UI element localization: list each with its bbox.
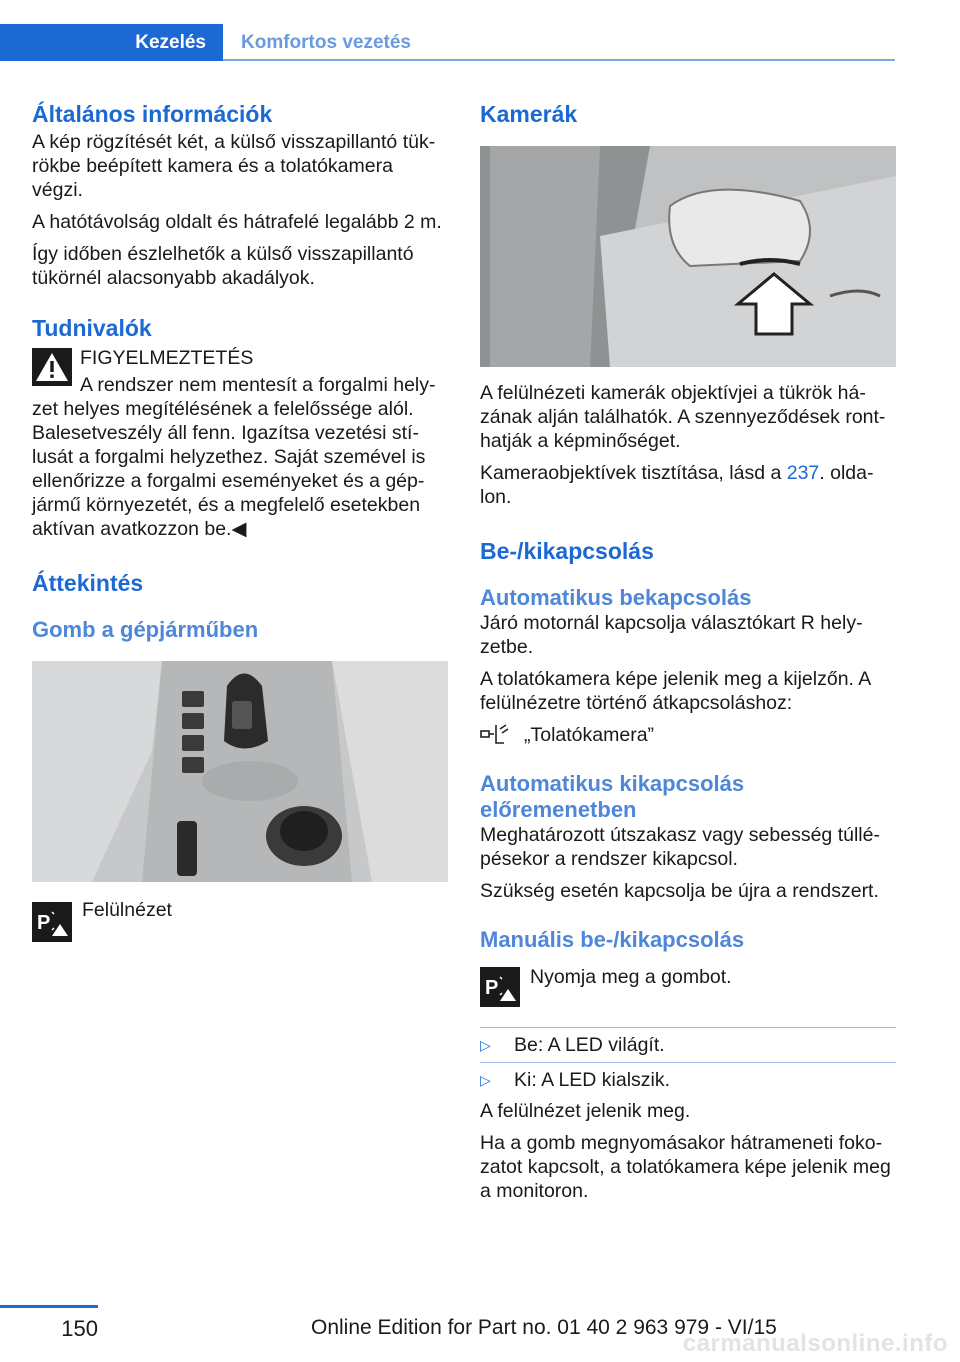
warning-text-first-line: A rendszer nem mentesít a forgalmi hely- (80, 374, 436, 396)
heading-overview: Áttekintés (32, 570, 144, 596)
paragraph: A felülnézet jelenik meg. (480, 1100, 691, 1122)
button-caption: Felülnézet (82, 899, 172, 921)
paragraph: Meghatározott útszakasz vagy sebesség túllé-pésekor a rendszer kikapcsol. (480, 824, 880, 870)
heading-button-in-vehicle: Gomb a gépjárműben (32, 617, 259, 642)
warning-triangle-icon (32, 348, 72, 386)
right-column (480, 98, 896, 1203)
footer-divider (0, 1305, 98, 1308)
paragraph: A hatótávolság oldalt és hátrafelé legalább 2 m. (32, 211, 442, 233)
rear-camera-menu-row (480, 723, 896, 747)
heading-auto-on: Automatikus bekapcsolás (480, 585, 752, 610)
list-item: ▷ Ki: A LED kialszik. (480, 1069, 671, 1091)
watermark: carmanualsonline.info (682, 1330, 948, 1357)
svg-text:P: P (485, 977, 499, 999)
paragraph: A tolatókamera képe jelenik meg a kijelzőn. A felülnézetre történő átkapcsoláshoz: (480, 668, 871, 714)
rear-camera-label: „Tolatókamera” (524, 724, 655, 746)
heading-general-info: Általános információk (32, 101, 273, 127)
header-bar (0, 0, 960, 64)
svg-text:P: P (37, 912, 51, 934)
heading-cameras: Kamerák (480, 101, 578, 127)
warning-block (32, 346, 448, 541)
reference-text: Kameraobjektívek tisztítása, lásd a (480, 462, 787, 484)
reference-text-end: . olda-lon. (480, 462, 874, 508)
tab-komfortos-vezetes[interactable]: Komfortos vezetés (241, 31, 411, 53)
heading-notes: Tudnivalók (32, 315, 152, 341)
paragraph: Szükség esetén kapcsolja be újra a rendszert. (480, 880, 879, 902)
tab-kezeles[interactable]: Kezelés (0, 24, 223, 61)
paragraph: Ha a gomb megnyomásakor hátrameneti foko-zatot kapcsolt, a tolatókamera képe jelenik meg a monitoron. (480, 1132, 891, 1202)
paragraph: A felülnézeti kamerák objektívjei a tükrök há-zának alján találhatók. A szennyeződések ront-hatják a képminőséget. (480, 382, 886, 452)
paragraph: Járó motornál kapcsolja választókart R hely-zetbe. (480, 612, 863, 658)
caption-row (32, 899, 448, 942)
left-column (32, 98, 448, 942)
press-button-text: Nyomja meg a gombot. (530, 966, 732, 988)
side-mirror-camera-photo (480, 146, 896, 367)
page-number: 150 (61, 1316, 98, 1341)
cleaning-reference (480, 461, 896, 509)
rear-camera-icon (480, 723, 510, 747)
heading-on-off: Be-/kikapcsolás (480, 538, 654, 564)
warning-title: FIGYELMEZTETÉS (80, 347, 254, 369)
manual-row (480, 967, 896, 1007)
warning-text: zet helyes megítélésének a felelőssége alól. Balesetveszély áll fenn. Igazítsa vezetési stí-lusát a forgalmi helyzethez. Saját szemével is ellenőrizze a forgalmi eseményeket és a gép-jármű környezetét, és a megfelelő esetekben aktívan avatkozzon be.◀ (32, 398, 426, 540)
list-item: ▷ Be: A LED világít. (480, 1034, 665, 1056)
bullet-list (480, 1027, 896, 1097)
top-view-camera-button-icon (32, 902, 72, 942)
center-console-photo (32, 661, 448, 882)
top-view-camera-button-icon (480, 967, 520, 1007)
heading-auto-off: Automatikus kikapcsolás előremenetben (480, 771, 745, 822)
edition-text: Online Edition for Part no. 01 40 2 963 979 - VI/15 (311, 1316, 777, 1339)
heading-manual: Manuális be-/kikapcsolás (480, 927, 745, 952)
page-link-237[interactable]: 237 (786, 462, 820, 484)
paragraph: A kép rögzítését két, a külső visszapillantó tük-rökbe beépített kamera és a tolatókamera végzi. (32, 131, 436, 201)
paragraph: Így időben észlelhetők a külső visszapillantó tükörnél alacsonyabb akadályok. (32, 243, 414, 289)
header-divider (223, 59, 895, 61)
